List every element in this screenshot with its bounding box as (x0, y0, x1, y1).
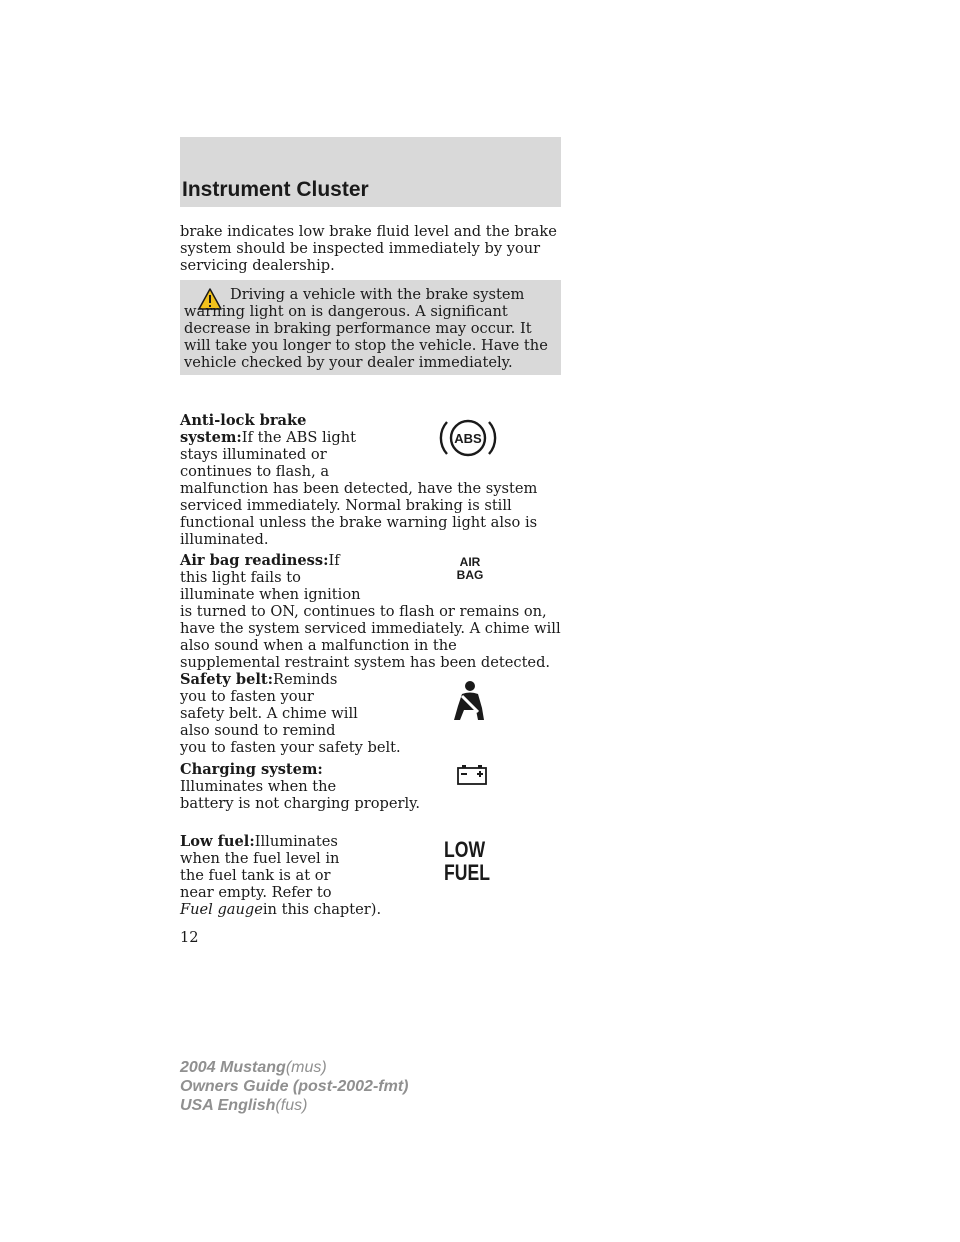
airbag-label: Air bag readiness: (180, 552, 329, 569)
warning-box (180, 280, 561, 375)
abs-section (180, 412, 561, 548)
abs-icon-text: ABS (454, 431, 482, 446)
airbag-icon (450, 556, 490, 582)
airbag-icon-line2: BAG (456, 568, 484, 582)
low-fuel-text-before: Illuminates when the fuel level in the fuel tank is at or near empty. Refer to (180, 833, 340, 901)
airbag-section (180, 552, 561, 671)
section-header (180, 137, 561, 207)
charging-section (180, 761, 561, 812)
low-fuel-section (180, 833, 561, 918)
safety-belt-text: Reminds you to fasten your safety belt. A chime will also sound to remind you to fasten your safety belt. (180, 671, 401, 756)
page-title: Instrument Cluster (182, 178, 369, 201)
low-fuel-icon-line1: LOW (444, 837, 486, 862)
warning-text-body: Driving a vehicle with the brake system warning light on is dangerous. A significant decrease in braking performance may occur. It will take you longer to stop the vehicle. Have the vehicle checked by your dealer immediately. (184, 286, 548, 371)
seatbelt-icon (450, 680, 488, 722)
page-number: 12 (180, 929, 199, 946)
footer-model: 2004 Mustang (180, 1059, 286, 1076)
safety-belt-label: Safety belt: (180, 671, 274, 688)
abs-label: Anti-lock brake system: (180, 412, 307, 446)
airbag-icon-line1: AIR (459, 555, 481, 569)
battery-icon (456, 764, 488, 786)
safety-belt-section (180, 671, 561, 756)
low-fuel-text-after: in this chapter). (262, 901, 382, 918)
fuel-gauge-reference: Fuel gauge (180, 901, 263, 918)
airbag-text: If this light fails to illuminate when ignition is turned to ON, continues to flash or remains on, have the system serviced immediately. A chime will also sound when a malfunction in the supplemental restraint system has been detected. (180, 552, 561, 671)
footer-model-code: (mus) (285, 1059, 327, 1076)
abs-text: If the ABS light stays illuminated or continues to flash, a malfunction has been detected, have the system serviced immediately. Normal braking is still functional unless the brake warning light also is illuminated. (180, 429, 538, 548)
document-footer (180, 1058, 408, 1115)
footer-language: USA English (180, 1097, 276, 1114)
intro-paragraph: brake indicates low brake fluid level and the brake system should be inspected immediately by your servicing dealership. (180, 223, 557, 274)
charging-text: Illuminates when the battery is not charging properly. (180, 778, 421, 812)
footer-language-code: (fus) (275, 1097, 308, 1114)
abs-icon (436, 413, 500, 463)
low-fuel-icon (444, 838, 490, 884)
warning-text (184, 286, 554, 371)
charging-label: Charging system: (180, 761, 323, 778)
low-fuel-label: Low fuel: (180, 833, 255, 850)
low-fuel-icon-line2: FUEL (444, 860, 490, 885)
footer-guide: Owners Guide (post-2002-fmt) (180, 1078, 409, 1095)
